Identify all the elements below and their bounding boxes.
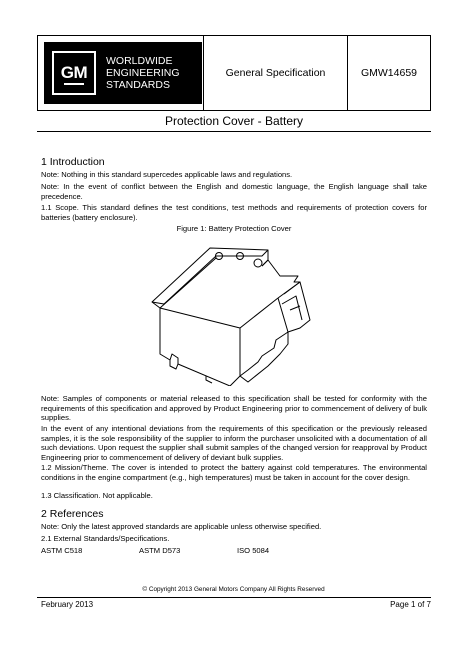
document-number: GMW14659 [360,67,418,79]
figure-caption: Figure 1: Battery Protection Cover [176,224,292,233]
standard-item: ASTM C518 [41,546,83,555]
org-line: ENGINEERING [106,67,180,79]
org-line: WORLDWIDE [106,55,173,67]
document-title: Protection Cover - Battery [164,114,304,128]
section-heading-references: 2 References [41,508,104,520]
standard-item: ASTM D573 [139,546,181,555]
organization-name [106,55,180,91]
footer-date: February 2013 [41,600,94,609]
note-laws: Note: Nothing in this standard supercedes applicable laws and regulations. [41,170,293,179]
battery-cover-figure [150,236,320,386]
footer-divider [37,597,431,598]
section-heading-introduction: 1 Introduction [41,156,105,168]
footer-page-number: Page 1 of 7 [390,600,431,609]
classification-paragraph: 1.3 Classification. Not applicable. [41,491,153,500]
deviation-paragraph: In the event of any intentional deviations from the requirements of this specification or the previously released samples, it is the sole responsibility of the supplier to inform the purchaser unsolicited with a documentation of all such deviations. Upon request the supplier shall submit samples of the changed version for reapproval by Product Engineering prior to commencement of delivery of deviant bulk supplies. [41,424,427,462]
document-header [37,35,431,111]
gm-mark-icon [52,51,96,95]
standards-list [41,546,335,555]
external-standards-heading: 2.1 External Standards/Specifications. [41,534,170,543]
title-divider [37,131,431,132]
copyright-notice: © Copyright 2013 General Motors Company All Rights Reserved [142,586,325,593]
logo-cell [38,36,204,110]
standard-item: ISO 5084 [237,546,270,555]
scope-paragraph: 1.1 Scope. This standard defines the test conditions, test methods and requirements of protection covers for batteries (battery enclosure). [41,203,427,222]
note-language: Note: In the event of conflict between the English and domestic language, the English language shall take precedence. [41,182,427,201]
mission-paragraph: 1.2 Mission/Theme. The cover is intended to protect the battery against cold temperatures. The environmental conditions in the engine compartment (e.g., high temperatures) must be taken in account for the cover design. [41,463,427,482]
spec-type: General Specification [204,36,348,110]
org-line: STANDARDS [106,79,170,91]
gm-logo [44,42,202,104]
note-standards: Note: Only the latest approved standards are applicable unless otherwise specified. [41,522,322,531]
note-samples: Note: Samples of components or material released to this specification shall be tested for conformity with the requirements of this specification and approved by Product Engineering prior to commencement of delivery of bulk supplies. [41,394,427,423]
gm-logo-text: GM [60,63,88,82]
